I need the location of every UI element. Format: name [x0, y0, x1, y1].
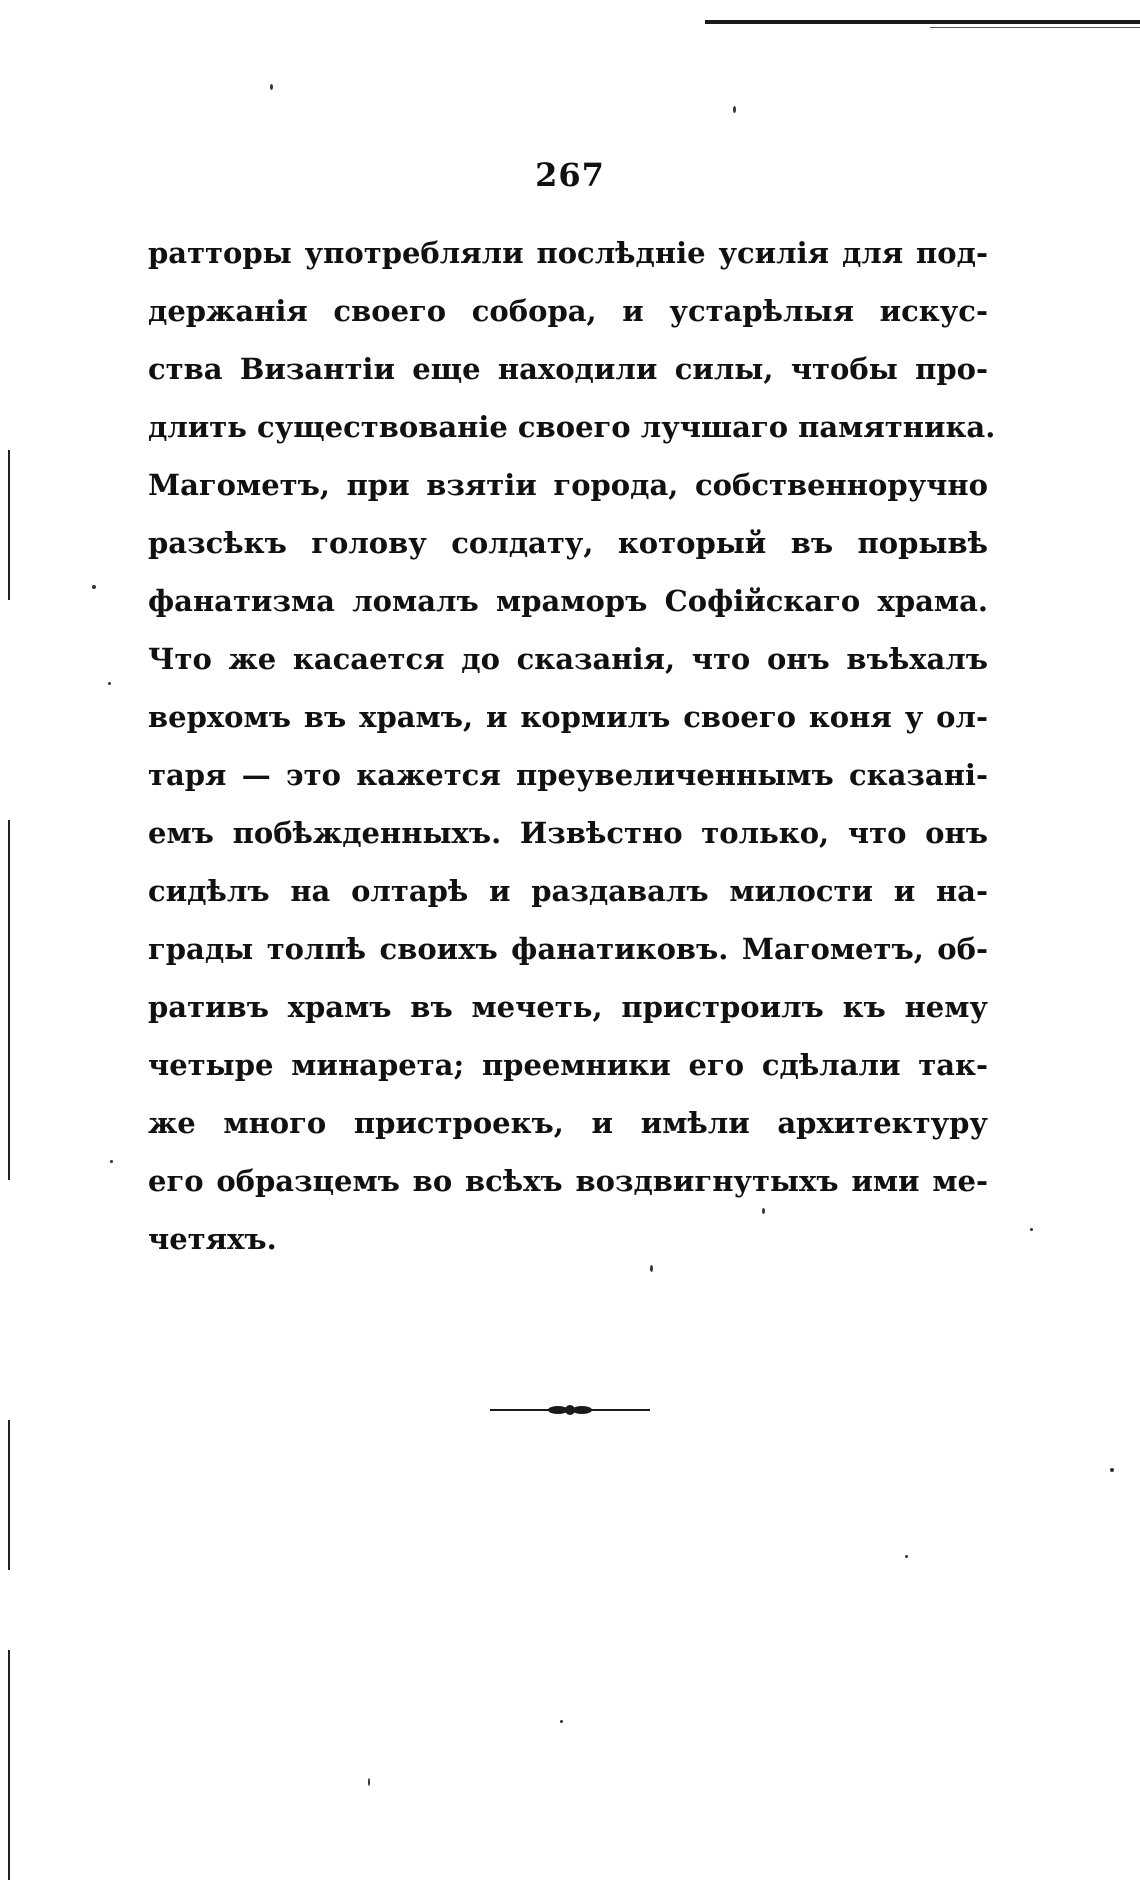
ink-speck: [650, 1265, 653, 1272]
text-line: разсѣкъ голову солдату, который въ порывѣ: [148, 526, 988, 560]
left-edge-mark: [8, 1650, 10, 1880]
ink-speck: [1030, 1228, 1033, 1231]
top-border-rule: [705, 20, 1140, 24]
text-line: держанія своего собора, и устарѣлыя искус-: [148, 294, 988, 328]
ink-speck: [762, 1208, 765, 1214]
ink-speck: [270, 84, 273, 90]
text-line: четыре минарета; преемники его сдѣлали так-: [148, 1048, 988, 1082]
page-number: 267: [535, 156, 605, 194]
text-line: ратторы употребляли послѣдніе усилія для под-: [148, 236, 988, 270]
text-line: верхомъ въ храмъ, и кормилъ своего коня у ол-: [148, 700, 988, 734]
ink-speck: [560, 1720, 563, 1723]
ink-speck: [110, 1160, 113, 1163]
text-line: же много пристроекъ, и имѣли архитектуру: [148, 1106, 988, 1140]
text-line: таря — это кажется преувеличеннымъ сказані-: [148, 758, 988, 792]
left-edge-mark: [8, 450, 10, 600]
top-border-rule-thin: [930, 27, 1140, 28]
ink-speck: [108, 682, 111, 685]
text-line: емъ побѣжденныхъ. Извѣстно только, что онъ: [148, 816, 988, 850]
text-line: сидѣлъ на олтарѣ и раздавалъ милости и на-: [148, 874, 988, 908]
text-line: длить существованіе своего лучшаго памятника.: [148, 410, 996, 444]
left-edge-mark: [8, 1420, 10, 1570]
text-line: четяхъ.: [148, 1222, 277, 1256]
text-line: Магометъ, при взятіи города, собственноручно: [148, 468, 988, 502]
text-line: ства Византіи еще находили силы, чтобы про-: [148, 352, 988, 386]
left-edge-mark: [8, 820, 10, 1180]
text-line: ративъ храмъ въ мечеть, пристроилъ къ нему: [148, 990, 988, 1024]
text-line: фанатизма ломалъ мраморъ Софійскаго храма.: [148, 584, 988, 618]
text-line: Что же касается до сказанія, что онъ въѣхалъ: [148, 642, 988, 676]
ink-speck: [905, 1555, 908, 1558]
body-text: [148, 224, 996, 1268]
ink-speck: [92, 585, 96, 589]
section-end-ornament: [490, 1400, 650, 1420]
ink-speck: [1110, 1468, 1114, 1472]
ink-speck: [368, 1778, 370, 1786]
text-line: грады толпѣ своихъ фанатиковъ. Магометъ, об-: [148, 932, 988, 966]
ink-speck: [733, 106, 736, 113]
text-line: его образцемъ во всѣхъ воздвигнутыхъ ими ме-: [148, 1164, 988, 1198]
